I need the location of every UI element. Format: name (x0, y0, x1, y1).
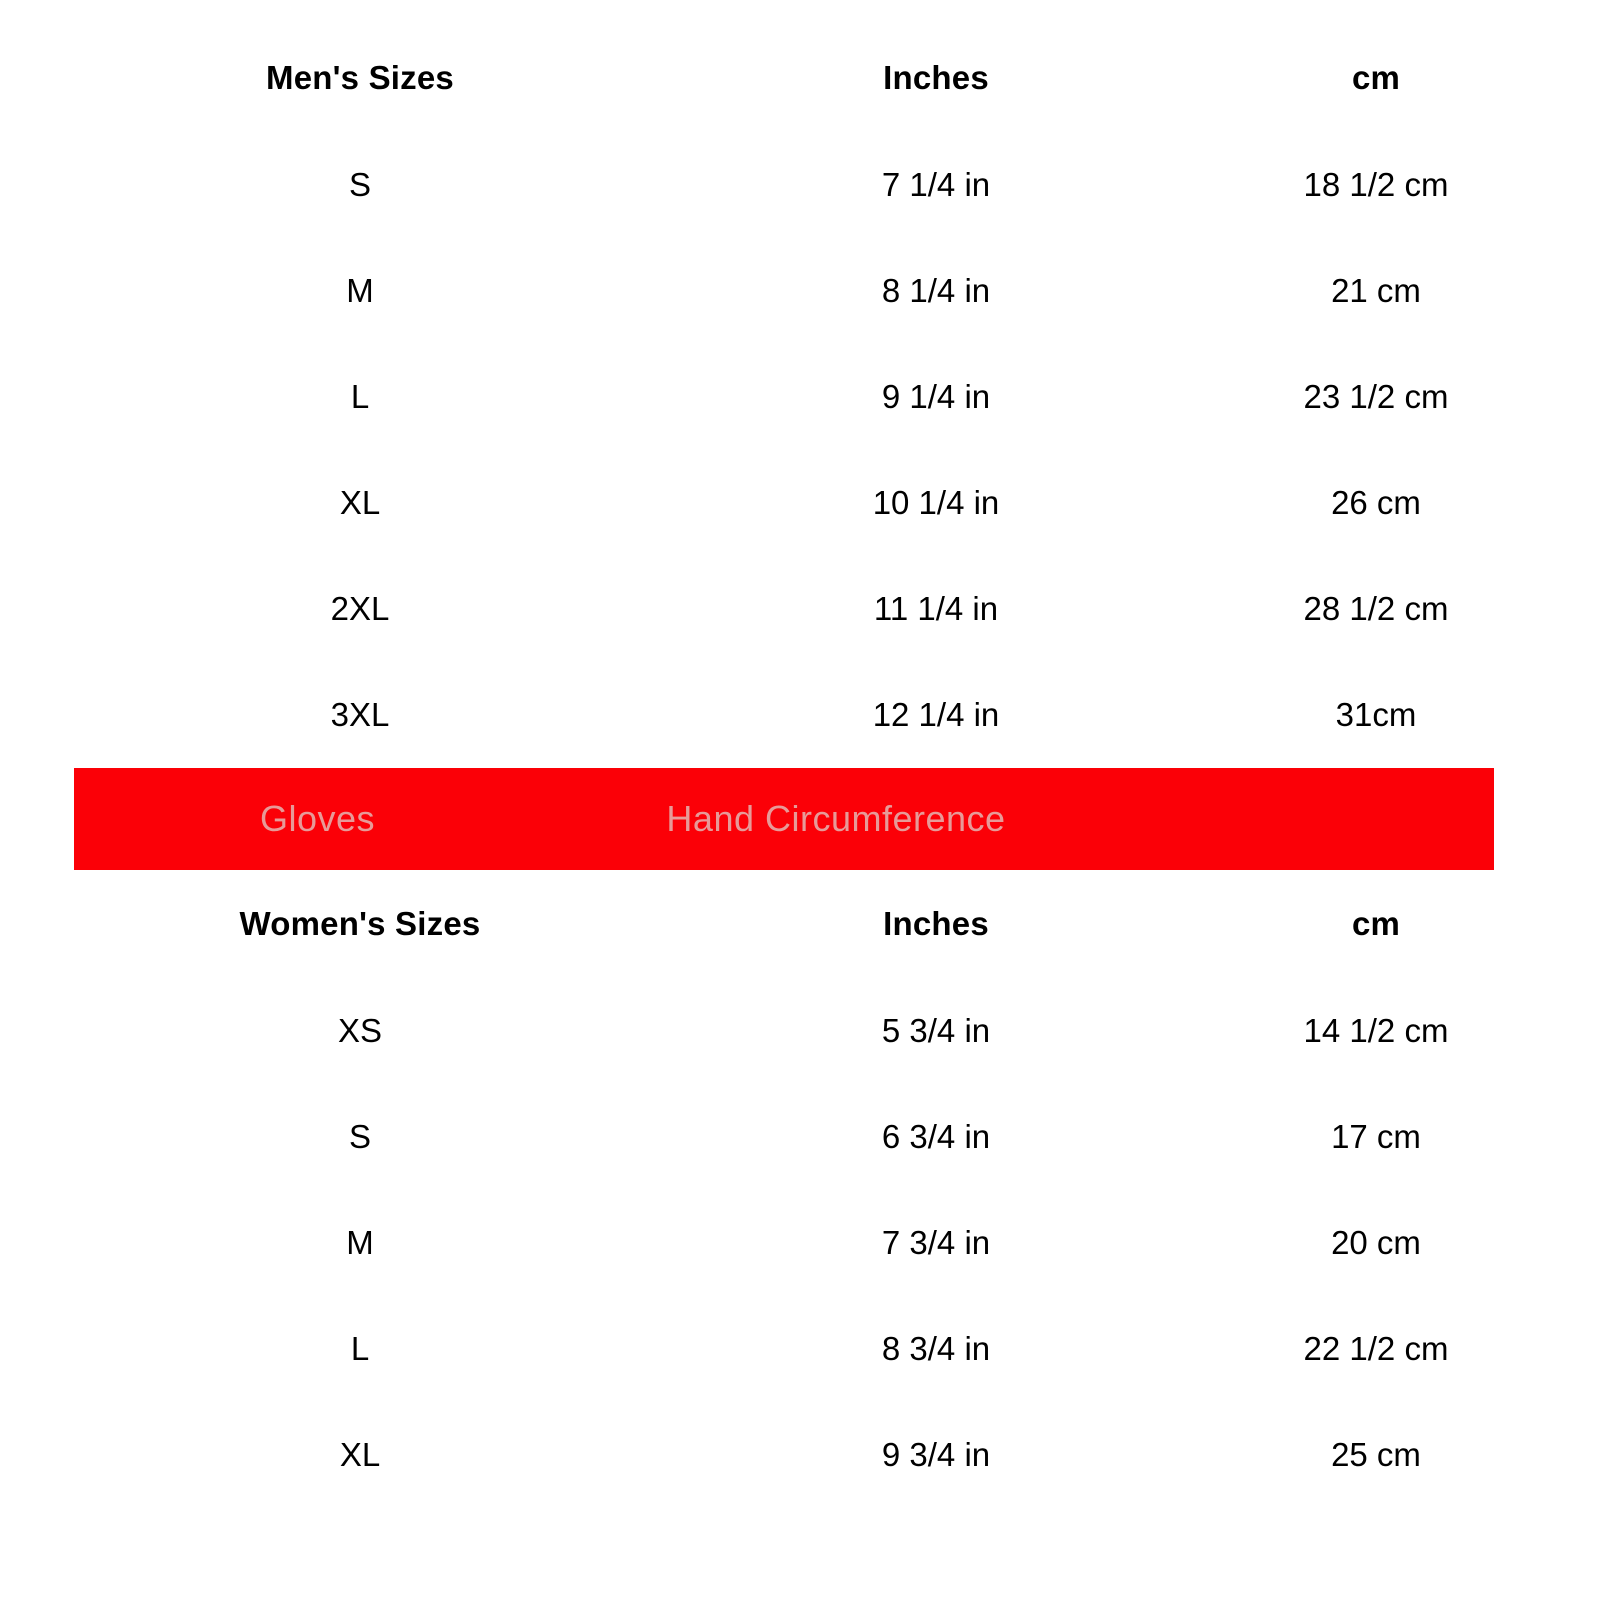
mens-size-table (0, 24, 1600, 768)
men-size-label: XL (339, 484, 381, 521)
men-size-label: 3XL (330, 696, 390, 733)
women-size-label: S (348, 1118, 371, 1155)
women-size-label: L (350, 1330, 370, 1367)
men-cm-value: 28 1/2 cm (1303, 590, 1449, 627)
women-inches-value: 6 3/4 in (881, 1118, 991, 1155)
men-cm-value: 23 1/2 cm (1303, 378, 1449, 415)
women-cm-value: 14 1/2 cm (1303, 1012, 1449, 1049)
men-cm-value: 18 1/2 cm (1303, 166, 1449, 203)
table-row (0, 132, 1600, 238)
men-inches-value: 11 1/4 in (873, 590, 999, 627)
column-header-cm-men: cm (1351, 59, 1401, 96)
table-header-row-women (0, 870, 1600, 978)
women-cm-value: 22 1/2 cm (1303, 1330, 1449, 1367)
women-cm-value: 17 cm (1331, 1118, 1421, 1155)
women-inches-value: 8 3/4 in (881, 1330, 991, 1367)
table-row (0, 344, 1600, 450)
men-size-label: L (350, 378, 370, 415)
bottom-spacer (0, 1508, 1600, 1548)
men-cm-value: 26 cm (1331, 484, 1421, 521)
women-size-label: XL (339, 1436, 381, 1473)
column-header-cm-women: cm (1351, 905, 1401, 942)
women-cm-value: 25 cm (1331, 1436, 1421, 1473)
table-row (0, 1084, 1600, 1190)
men-inches-value: 7 1/4 in (881, 166, 991, 203)
column-header-womens-sizes: Women's Sizes (239, 905, 481, 942)
men-inches-value: 9 1/4 in (881, 378, 991, 415)
column-header-mens-sizes: Men's Sizes (266, 59, 454, 96)
column-header-inches-women: Inches (883, 905, 989, 942)
womens-size-table (0, 870, 1600, 1508)
men-size-label: M (346, 272, 374, 309)
gloves-hand-circumference-banner (74, 768, 1494, 870)
table-header-row-men (0, 24, 1600, 132)
column-header-inches-men: Inches (883, 59, 989, 96)
men-size-label: 2XL (330, 590, 390, 627)
men-inches-value: 12 1/4 in (872, 696, 1000, 733)
table-row (0, 556, 1600, 662)
table-row (0, 1296, 1600, 1402)
women-inches-value: 5 3/4 in (881, 1012, 991, 1049)
banner-left-label: Gloves (260, 798, 376, 839)
women-inches-value: 9 3/4 in (881, 1436, 991, 1473)
women-cm-value: 20 cm (1331, 1224, 1421, 1261)
top-spacer (0, 0, 1600, 24)
men-cm-value: 31cm (1335, 696, 1417, 733)
men-size-label: S (348, 166, 371, 203)
table-row (0, 1402, 1600, 1508)
banner-center-label: Hand Circumference (666, 798, 1006, 839)
table-row (0, 1190, 1600, 1296)
men-inches-value: 10 1/4 in (872, 484, 1000, 521)
men-inches-value: 8 1/4 in (881, 272, 991, 309)
table-row (0, 978, 1600, 1084)
women-size-label: M (346, 1224, 374, 1261)
table-row (0, 238, 1600, 344)
women-size-label: XS (337, 1012, 383, 1049)
men-cm-value: 21 cm (1331, 272, 1421, 309)
section-banner (74, 768, 1494, 870)
table-row (0, 662, 1600, 768)
women-inches-value: 7 3/4 in (881, 1224, 991, 1261)
table-row (0, 450, 1600, 556)
